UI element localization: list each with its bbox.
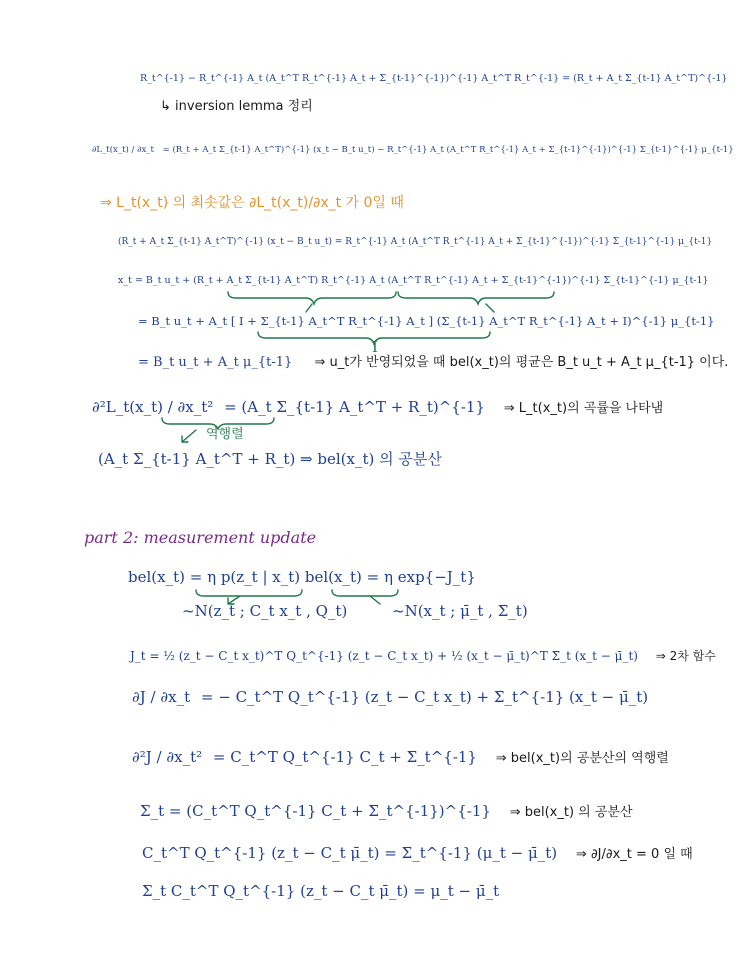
first-derivative-lhs: ∂L_t(x_t) / ∂x_t xyxy=(92,145,154,155)
mean-result-note: ⇒ u_t가 반영되었을 때 bel(x_t)의 평균은 B_t u_t + A_t μ_{t-1} 이다. xyxy=(314,355,729,370)
underline-likelihood xyxy=(196,590,302,596)
arrow-left xyxy=(306,304,312,312)
equation-simplify: = B_t u_t + A_t [ I + Σ_{t-1} A_t^T R_t^{-1} A_t ] (Σ_{t-1} A_t^T R_t^{-1} A_t + I)^{-1} μ_{t-1} xyxy=(138,314,715,328)
mean-result-math: = B_t u_t + A_t μ_{t-1} xyxy=(138,355,293,370)
posterior-cov-note: ⇒ bel(x_t) 의 공분산 xyxy=(509,805,633,820)
minimum-condition-note: ⇒ L_t(x_t) 의 최솟값은 ∂L_t(x_t)/∂x_t 가 0일 때 xyxy=(100,195,404,211)
arrow-prior xyxy=(370,596,380,604)
inverse-covariance-note: ⇒ bel(x_t)의 공분산의 역행렬 xyxy=(495,751,669,766)
equation-measurement-dist: ~N(z_t ; C_t x_t , Q_t) xyxy=(182,602,348,620)
brace-under-identity xyxy=(258,332,490,344)
cost-gradient-lhs: ∂J / ∂x_t xyxy=(132,688,191,706)
brace-under-first-factor xyxy=(228,292,396,304)
equation-prior-dist: ~N(x_t ; μ̄_t , Σ̄_t) xyxy=(392,602,528,620)
underline-prior xyxy=(332,590,398,596)
identity-label: I xyxy=(372,338,378,356)
equation-belief: bel(x_t) = η p(z_t | x_t) bel(x_t) = η exp{−J_t} xyxy=(128,568,476,586)
brace-under-covariance-inverse xyxy=(162,418,274,429)
second-derivative-rhs: = (A_t Σ_{t-1} A_t^T + R_t)^{-1} xyxy=(224,398,485,416)
quadratic-note: ⇒ 2차 함수 xyxy=(655,649,716,663)
cost-hessian-lhs: ∂²J / ∂x_t² xyxy=(132,748,203,766)
brace-under-second-factor xyxy=(398,292,554,304)
equation-solve-x: x_t = B_t u_t + (R_t + A_t Σ_{t-1} A_t^T) R_t^{-1} A_t (A_t^T R_t^{-1} A_t + Σ_{t-1}^{-1})^{-1} Σ_{t-1}^{-1} μ_{t-1} xyxy=(118,275,709,286)
equation-gradient-zero: C_t^T Q_t^{-1} (z_t − C_t μ̄_t) = Σ̄_t^{-1} (μ_t − μ̄_t) ⇒ ∂J/∂x_t = 0 일 때 xyxy=(142,844,693,862)
arrow-right xyxy=(486,304,494,312)
equation-stationary: (R_t + A_t Σ_{t-1} A_t^T)^{-1} (x_t − B_t u_t) = R_t^{-1} A_t (A_t^T R_t^{-1} A_t + Σ_{t-1}^{-1})^{-1} Σ_{t-1}^{-1} μ_{t-1} xyxy=(118,237,713,247)
arrow-to-inverse xyxy=(182,430,196,442)
equation-posterior-cov: Σ_t = (C_t^T Q_t^{-1} C_t + Σ̄_t^{-1})^{-1} ⇒ bel(x_t) 의 공분산 xyxy=(140,802,633,820)
equation-inversion-lemma: R_t^{-1} − R_t^{-1} A_t (A_t^T R_t^{-1} A_t + Σ_{t-1}^{-1})^{-1} A_t^T R_t^{-1} = (R_t + A_t Σ_{t-1} A_t^T)^{-1} xyxy=(140,73,728,84)
arrow-likelihood xyxy=(228,596,240,604)
cost-gradient-rhs: = − C_t^T Q_t^{-1} (z_t − C_t x_t) + Σ̄_t^{-1} (x_t − μ̄_t) xyxy=(200,688,649,706)
equation-mean-update: Σ_t C_t^T Q_t^{-1} (z_t − C_t μ̄_t) = μ_t − μ̄_t xyxy=(142,882,500,900)
inversion-lemma-note: ↳ inversion lemma 정리 xyxy=(160,99,313,114)
curvature-note: ⇒ L_t(x_t)의 곡률을 나타냄 xyxy=(503,401,664,416)
gradient-zero-note: ⇒ ∂J/∂x_t = 0 일 때 xyxy=(575,847,693,862)
section-heading-part2: part 2: measurement update xyxy=(84,528,317,547)
second-derivative-lhs: ∂²L_t(x_t) / ∂x_t² xyxy=(92,398,214,416)
equation-cost: J_t = ½ (z_t − C_t x_t)^T Q_t^{-1} (z_t − C_t x_t) + ½ (x_t − μ̄_t)^T Σ̄_t (x_t − μ̄_t) ⇒ 2차 함수 xyxy=(130,649,716,663)
inverse-label: 역행렬 xyxy=(206,427,244,442)
cost-hessian-rhs: = C_t^T Q_t^{-1} C_t + Σ̄_t^{-1} xyxy=(212,748,477,766)
first-derivative-rhs: = (R_t + A_t Σ_{t-1} A_t^T)^{-1} (x_t − B_t u_t) − R_t^{-1} A_t (A_t^T R_t^{-1} A_t + Σ_{t-1}^{-1})^{-1} Σ_{t-1}^{-1} μ_{t-1} xyxy=(162,145,734,155)
equation-covariance: (A_t Σ_{t-1} A_t^T + R_t) ⇒ bel(x_t) 의 공분산 xyxy=(98,450,442,468)
